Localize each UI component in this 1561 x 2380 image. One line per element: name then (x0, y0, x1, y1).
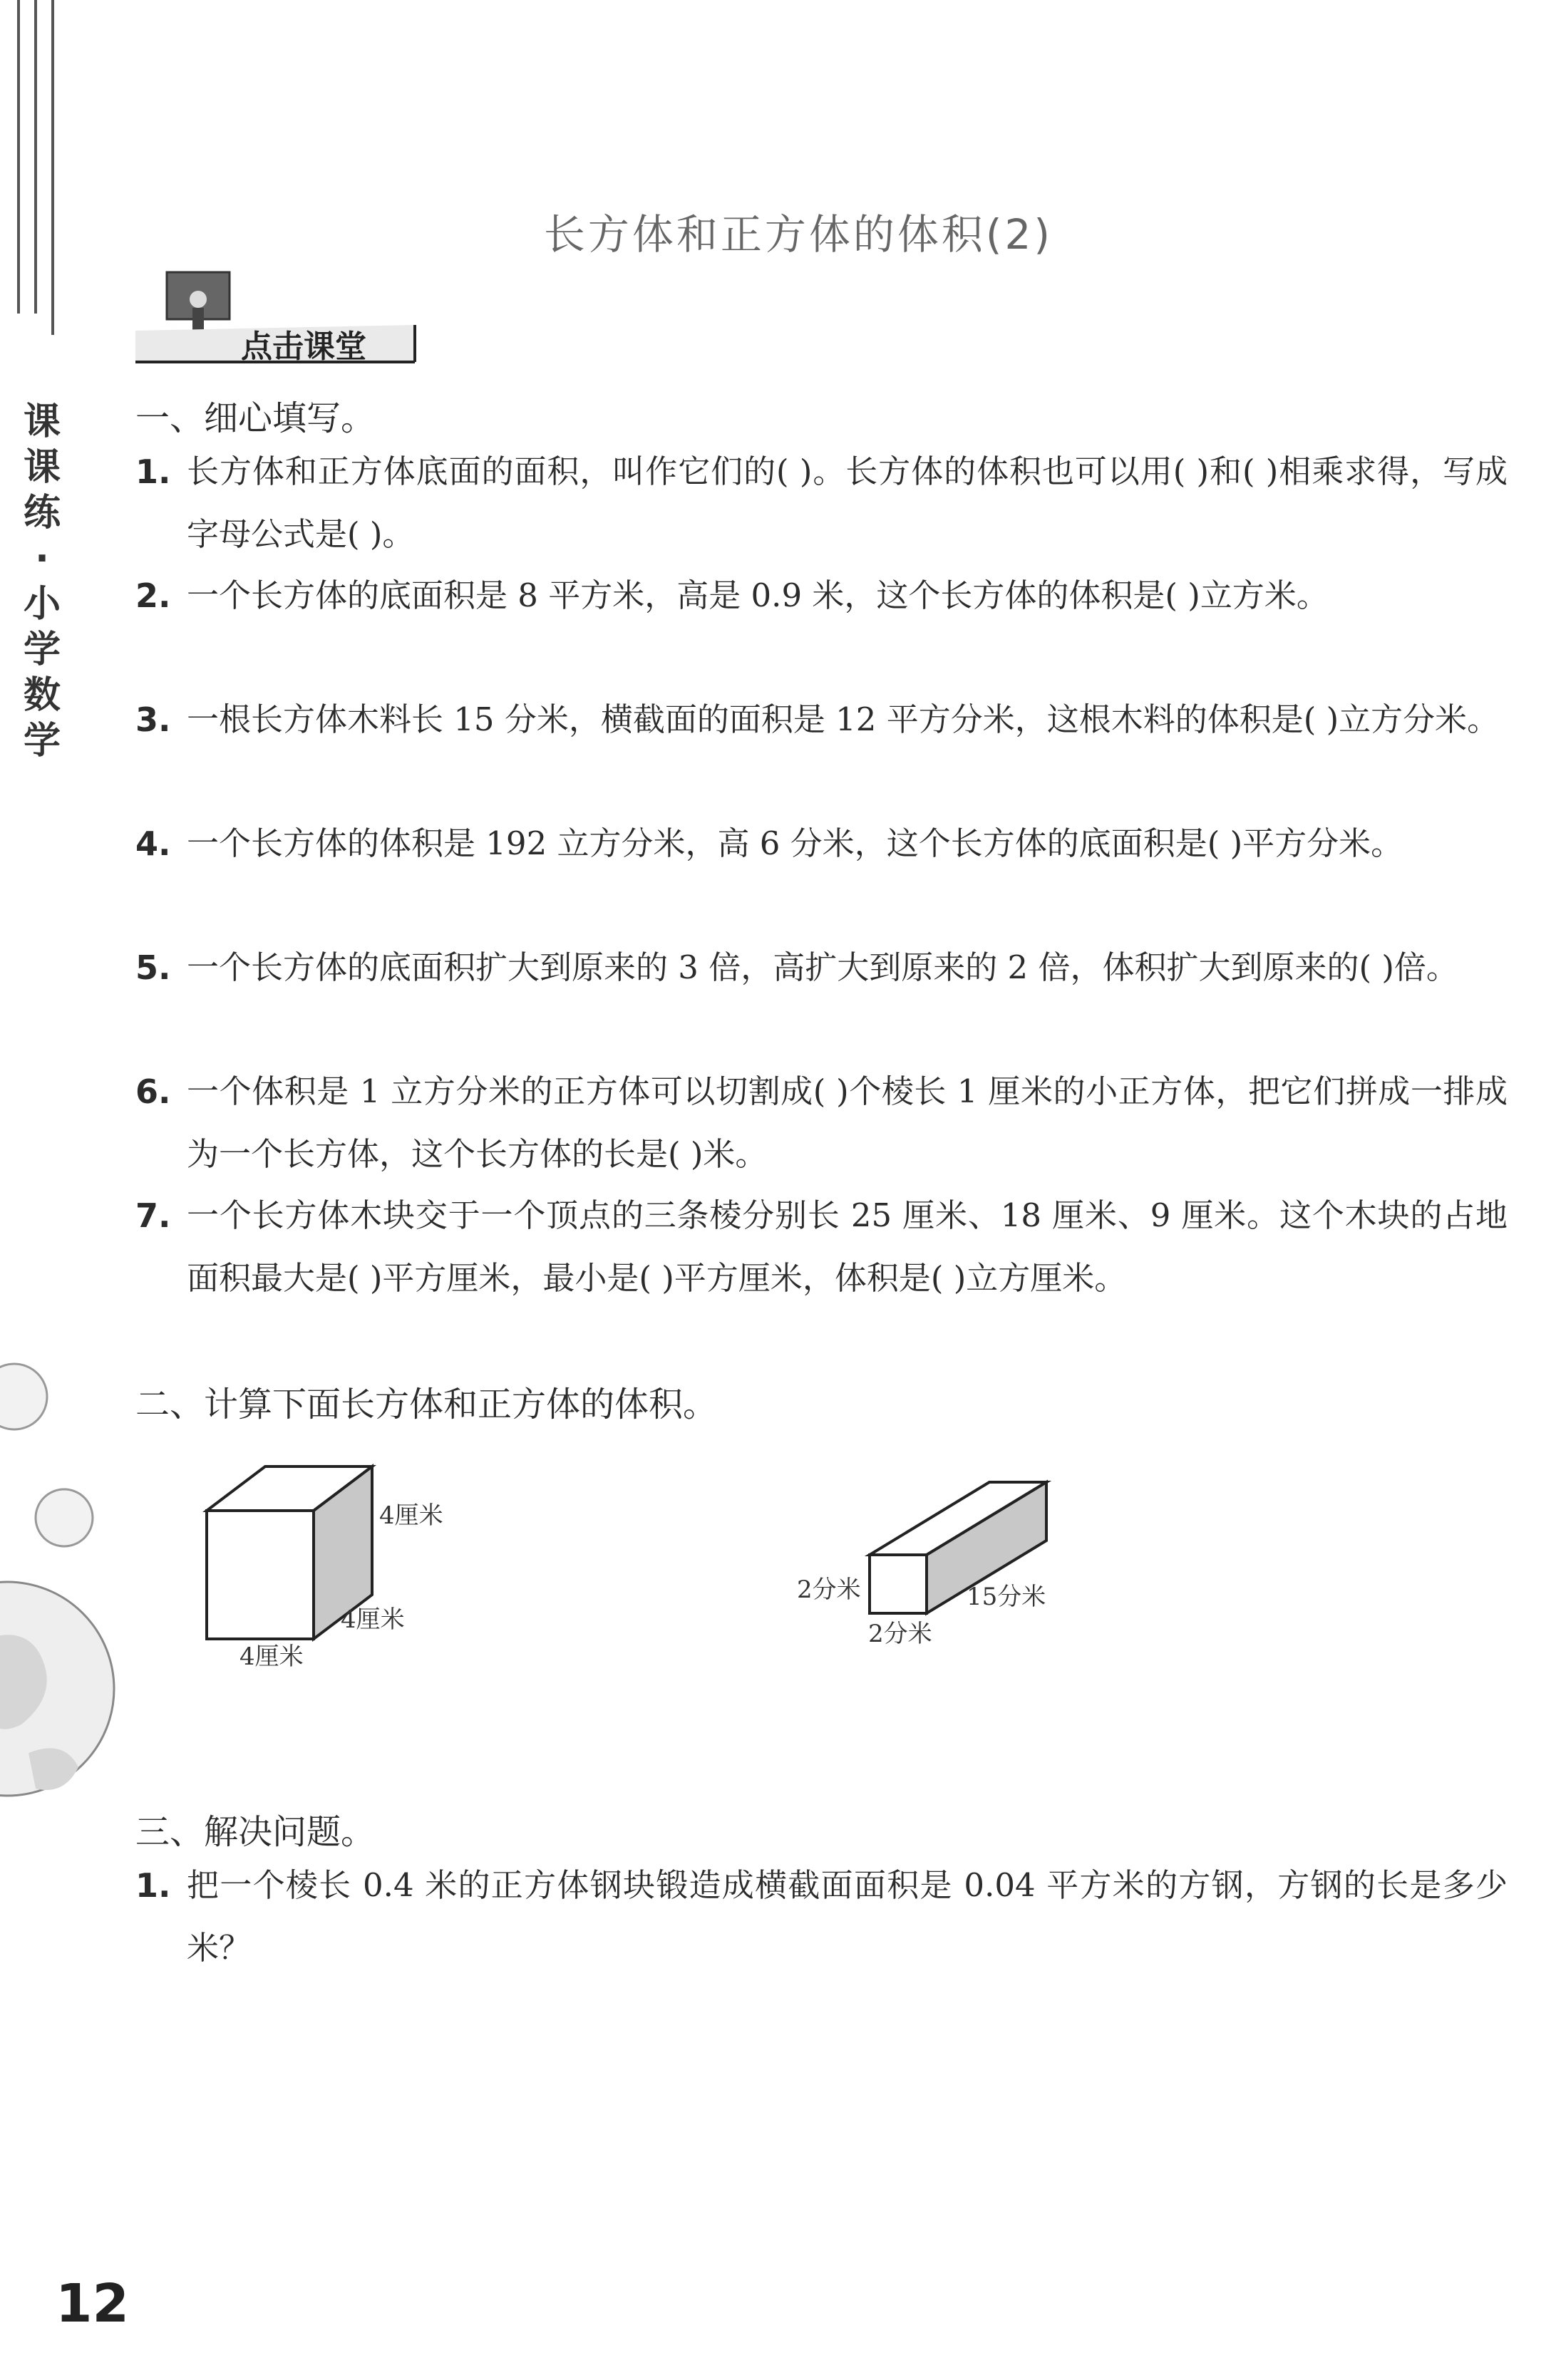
problem-1-2 (135, 564, 1508, 627)
section-heading-solve-problems: 三、解决问题。 (135, 1812, 376, 1852)
margin-rule (51, 0, 54, 335)
problem-1-7 (135, 1184, 1508, 1310)
problem-1-5 (135, 936, 1508, 999)
cuboid-height-label: 2分米 (797, 1576, 861, 1604)
volume-figures (0, 1447, 1561, 1682)
cube-figure (207, 1466, 443, 1671)
problem-3-1 (135, 1854, 1508, 1980)
cube-width-label: 4厘米 (239, 1642, 304, 1671)
problem-1-6 (135, 1060, 1508, 1186)
problem-number: 7. (135, 1196, 171, 1235)
section-banner (135, 271, 421, 367)
problem-text: 一个长方体木块交于一个顶点的三条棱分别长 25 厘米、18 厘米、9 厘米。这个木块的占地面积最大是( )平方厘米，最小是( )平方厘米，体积是( )立方厘米。 (187, 1196, 1508, 1297)
banner-label: 点击课堂 (241, 328, 366, 365)
problem-text: 长方体和正方体底面的面积，叫作它们的( )。长方体的体积也可以用( )和( )相乘求得，写成字母公式是( )。 (187, 452, 1508, 553)
margin-rule (17, 0, 20, 314)
page-number: 12 (56, 2273, 129, 2334)
problem-number: 4. (135, 824, 171, 863)
cuboid-width-label: 2分米 (868, 1620, 932, 1648)
globe-kids-illustration (0, 1354, 121, 1910)
cuboid-length-label: 15分米 (967, 1583, 1046, 1611)
cube-depth-label: 4厘米 (341, 1605, 405, 1634)
series-title: 课课练·小学数学 (23, 400, 61, 762)
problem-number: 3. (135, 700, 171, 739)
cube-height-label: 4厘米 (379, 1501, 443, 1530)
problem-number: 2. (135, 576, 171, 615)
cuboid-figure (797, 1482, 1046, 1648)
problem-number: 6. (135, 1072, 171, 1111)
section-heading-fill-in: 一、细心填写。 (135, 398, 376, 438)
problem-text: 一个长方体的底面积是 8 平方米，高是 0.9 米，这个长方体的体积是( )立方米。 (187, 576, 1329, 614)
problem-1-4 (135, 812, 1508, 875)
margin-rule (34, 0, 37, 314)
problem-text: 把一个棱长 0.4 米的正方体钢块锻造成横截面面积是 0.04 平方米的方钢，方钢的长是多少米？ (187, 1866, 1508, 1967)
problem-text: 一个长方体的底面积扩大到原来的 3 倍，高扩大到原来的 2 倍，体积扩大到原来的( )倍。 (187, 948, 1458, 986)
problem-text: 一个长方体的体积是 192 立方分米，高 6 分米，这个长方体的底面积是( )平方分米。 (187, 824, 1403, 862)
problem-text: 一个体积是 1 立方分米的正方体可以切割成( )个棱长 1 厘米的小正方体，把它们拼成一排成为一个长方体，这个长方体的长是( )米。 (187, 1072, 1508, 1173)
problem-text: 一根长方体木料长 15 分米，横截面的面积是 12 平方分米，这根木料的体积是( )立方分米。 (187, 700, 1500, 738)
problem-1-1 (135, 440, 1508, 566)
problem-number: 5. (135, 948, 171, 987)
problem-1-3 (135, 688, 1508, 751)
problem-number: 1. (135, 1866, 171, 1905)
section-heading-compute-volume: 二、计算下面长方体和正方体的体积。 (135, 1385, 718, 1424)
page-title: 长方体和正方体的体积(2) (543, 210, 1053, 259)
problem-number: 1. (135, 452, 171, 491)
